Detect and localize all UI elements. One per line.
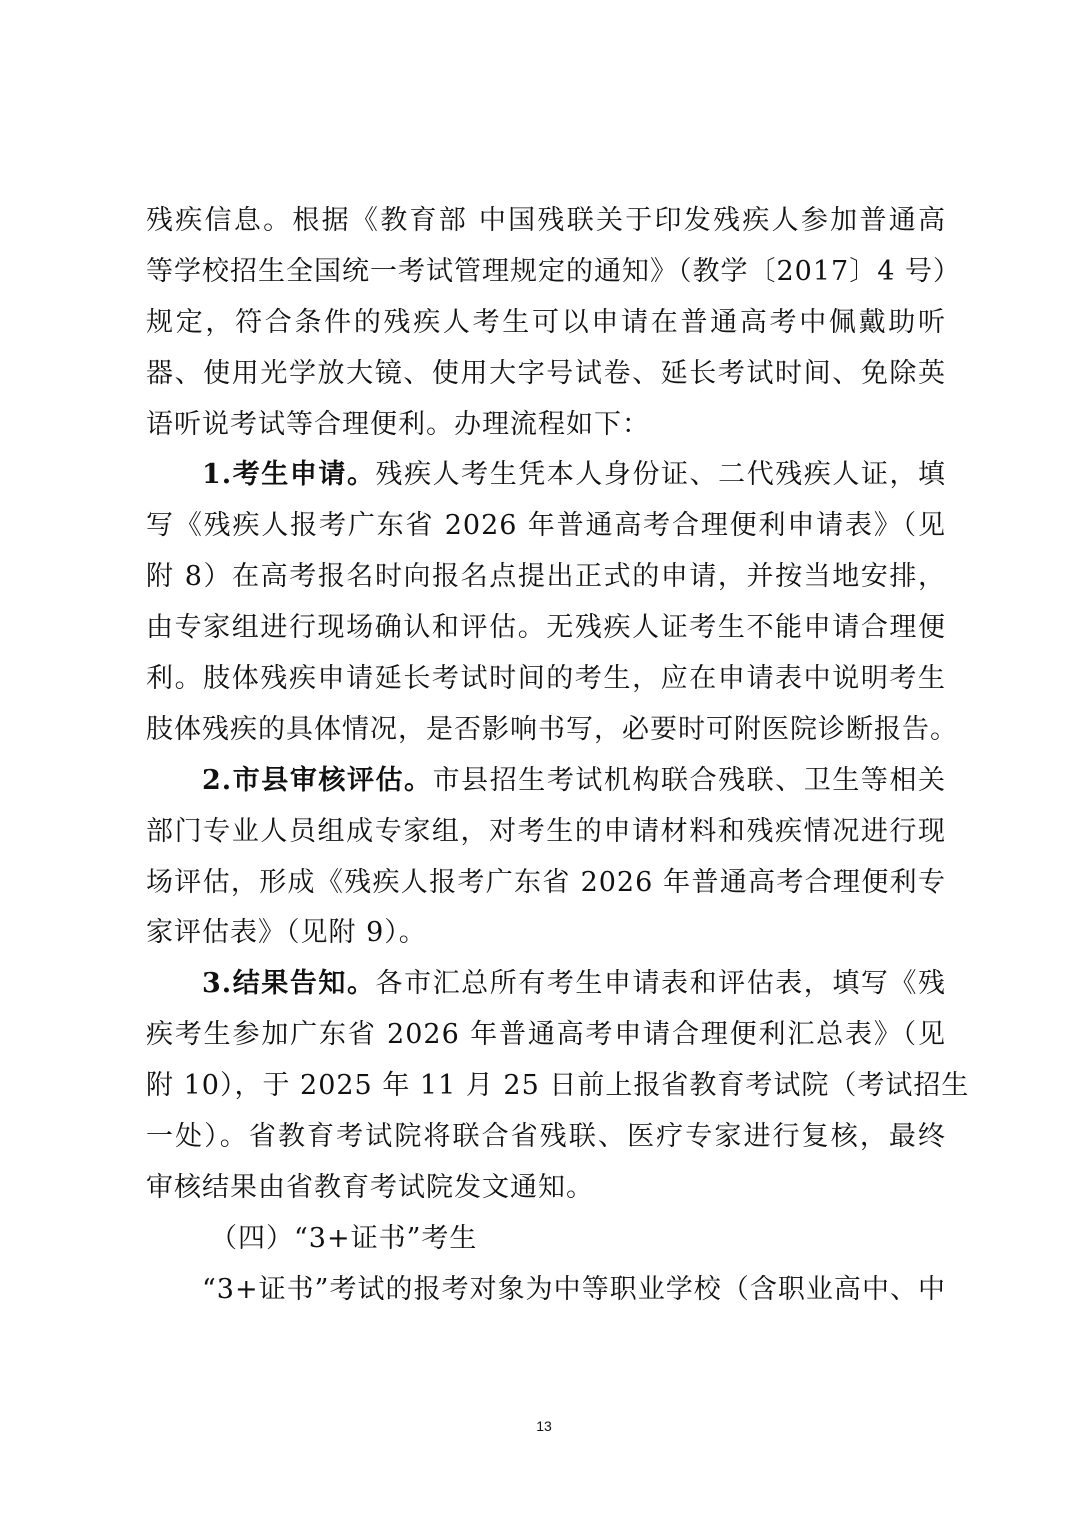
step-text: 残疾人考生凭本人身份证、二代残疾人证，填 (375, 459, 947, 491)
text-line: 审核结果由省教育考试院发文通知。 (146, 1171, 594, 1203)
text-line: 等学校招生全国统一考试管理规定的通知》（教学〔2017〕4 号） (146, 255, 961, 287)
text-line: 残疾信息。根据《教育部 中国残联关于印发残疾人参加普通高 (146, 205, 946, 236)
step-text: 各市汇总所有考生申请表和评估表，填写《残 (375, 968, 947, 1000)
text-line: 利。肢体残疾申请延长考试时间的考生，应在申请表中说明考生 (146, 663, 946, 695)
text-line: 附 10），于 2025 年 11 月 25 日前上报省教育考试院（考试招生 (146, 1070, 970, 1102)
text-line: 一处）。省教育考试院将联合省残联、医疗专家进行复核，最终 (146, 1121, 946, 1153)
text-line: 写《残疾人报考广东省 2026 年普通高考合理便利申请表》（见 (146, 510, 946, 542)
text-line: 部门专业人员组成专家组，对考生的申请材料和残疾情况进行现 (146, 815, 946, 847)
text-line: 规定，符合条件的残疾人考生可以申请在普通高考中佩戴助听 (146, 306, 946, 338)
text-line: 疾考生参加广东省 2026 年普通高考申请合理便利汇总表》（见 (146, 1019, 946, 1051)
step-heading: 2.市县审核评估。 (202, 764, 433, 796)
step-text: 市县招生考试机构联合残联、卫生等相关 (432, 764, 947, 796)
document-body (146, 196, 970, 1316)
text-line: 语听说考试等合理便利。办理流程如下： (146, 408, 650, 440)
page-number: 13 (536, 1418, 552, 1434)
step-heading: 1.考生申请。 (202, 459, 376, 491)
text-line (146, 756, 946, 807)
text-line (146, 450, 946, 501)
text-line: 由专家组进行现场确认和评估。无残疾人证考生不能申请合理便 (146, 612, 946, 644)
text-line (146, 959, 946, 1010)
section-heading: （四）“3+证书”考生 (210, 1222, 478, 1254)
step-heading: 3.结果告知。 (202, 968, 376, 1000)
text-line: 器、使用光学放大镜、使用大字号试卷、延长考试时间、免除英 (146, 357, 946, 389)
text-line: “3+证书”考试的报考对象为中等职业学校（含职业高中、中 (202, 1273, 946, 1305)
text-line: 场评估，形成《残疾人报考广东省 2026 年普通高考合理便利专 (146, 866, 946, 898)
text-line: 家评估表》（见附 9）。 (146, 917, 427, 949)
text-line: 肢体残疾的具体情况，是否影响书写，必要时可附医院诊断报告。 (146, 713, 958, 745)
text-line: 附 8）在高考报名时向报名点提出正式的申请，并按当地安排， (146, 561, 946, 593)
